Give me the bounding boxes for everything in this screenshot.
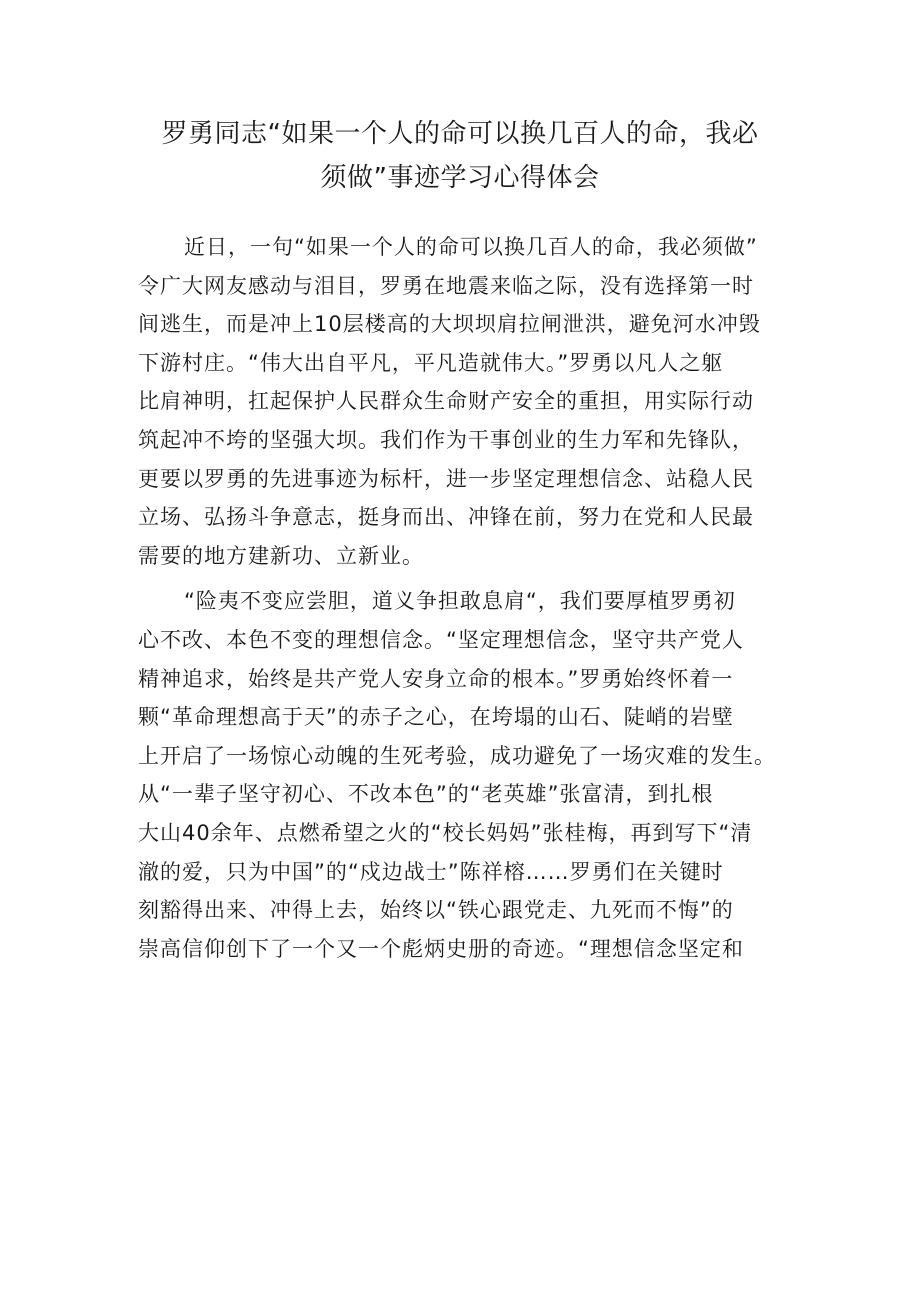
paragraph-line: 间逃生，而是冲上10层楼高的大坝坝肩拉闸泄洪，避免河水冲毁 — [138, 312, 761, 337]
paragraph-line: 颗“革命理想高于天”的赤子之心，在垮塌的山石、陡峭的岩壁 — [138, 705, 734, 730]
paragraph-line: 大山40余年、点燃希望之火的“校长妈妈”张桂梅，再到写下“清 — [138, 820, 753, 845]
paragraph-line: 刻豁得出来、冲得上去，始终以“铁心跟党走、九死而不悔”的 — [138, 898, 734, 923]
paragraph-line: 更要以罗勇的先进事迹为标杆，进一步坚定理想信念、站稳人民 — [138, 466, 754, 491]
paragraph-line: 澈的爱，只为中国”的“戍边战士”陈祥榕……罗勇们在关键时 — [138, 859, 724, 884]
paragraph-2 — [138, 582, 798, 968]
document-title — [120, 112, 800, 200]
paragraph-1 — [138, 228, 798, 575]
paragraph-line: 令广大网友感动与泪目，罗勇在地震来临之际，没有选择第一时 — [138, 273, 754, 298]
title-line: 罗勇同志“如果一个人的命可以换几百人的命，我必 — [161, 119, 759, 149]
paragraph-line: 上开启了一场惊心动魄的生死考验，成功避免了一场灾难的发生。 — [138, 743, 776, 768]
paragraph-line: “险夷不变应尝胆，道义争担敢息肩“，我们要厚植罗勇初 — [184, 589, 736, 614]
paragraph-line: 心不改、本色不变的理想信念。“坚定理想信念，坚守共产党人 — [138, 627, 744, 652]
paragraph-line: 下游村庄。“伟大出自平凡，平凡造就伟大。”罗勇以凡人之躯 — [138, 350, 724, 375]
paragraph-line: 从“一辈子坚守初心、不改本色”的“老英雄”张富清，到扎根 — [138, 782, 714, 807]
paragraph-line: 近日，一句“如果一个人的命可以换几百人的命，我必须做” — [184, 235, 758, 259]
paragraph-line: 比肩神明，扛起保护人民群众生命财产安全的重担，用实际行动 — [138, 389, 754, 414]
paragraph-line: 精神追求，始终是共产党人安身立命的根本。”罗勇始终怀着一 — [138, 666, 734, 691]
paragraph-line: 崇高信仰创下了一个又一个彪炳史册的奇迹。“理想信念坚定和 — [138, 936, 744, 961]
title-line: 须做”事迹学习心得体会 — [320, 163, 600, 193]
document-body — [138, 228, 798, 975]
paragraph-line: 需要的地方建新功、立新业。 — [138, 543, 424, 568]
paragraph-line: 立场、弘扬斗争意志，挺身而出、冲锋在前，努力在党和人民最 — [138, 505, 754, 530]
paragraph-line: 筑起冲不垮的坚强大坝。我们作为干事创业的生力军和先锋队， — [138, 427, 754, 452]
